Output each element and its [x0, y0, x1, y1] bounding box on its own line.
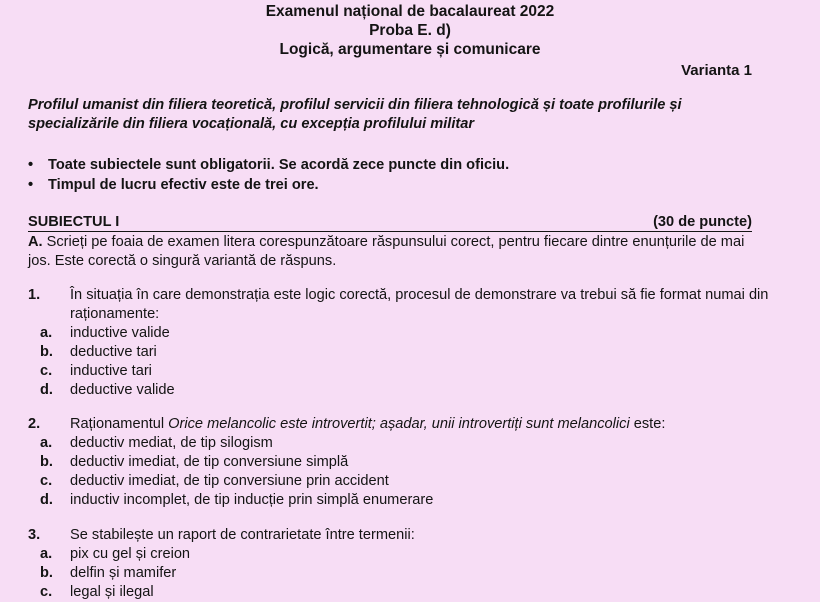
answer-option — [28, 324, 788, 343]
option-letter: c. — [40, 363, 53, 379]
answer-option — [28, 472, 788, 491]
option-letter: b. — [40, 344, 53, 360]
subject-intro — [28, 233, 768, 271]
question-example-italic: Orice melancolic este introvertit; așadar, unii introvertiți sunt melancolici — [168, 416, 630, 432]
exam-header — [0, 2, 820, 59]
option-text: delfin și mamifer — [70, 565, 177, 581]
instructions-list — [28, 155, 768, 195]
option-text: inductiv incomplet, de tip inducție prin simplă enumerare — [70, 492, 434, 508]
subject-points: (30 de puncte) — [653, 214, 752, 230]
question-number: 3. — [28, 527, 41, 543]
option-letter: d. — [40, 492, 53, 508]
subject-heading — [28, 214, 752, 232]
question-number: 2. — [28, 416, 41, 432]
answer-option — [28, 564, 788, 583]
variant-label: Varianta 1 — [681, 62, 752, 79]
intro-label: A. — [28, 234, 43, 250]
exam-subject-code: Proba E. d) — [369, 22, 451, 39]
profile-text: Profilul umanist din filiera teoretică, profilul servicii din filiera tehnologică și toate profilurile și specializările din filiera vocațională, cu excepția profilului militar — [28, 97, 682, 132]
subject-title: SUBIECTUL I — [28, 214, 120, 230]
answer-option — [28, 362, 788, 381]
question-stem — [28, 415, 788, 434]
intro-text: Scrieți pe foaia de examen litera corespunzătoare răspunsului corect, pentru fiecare dintre enunțurile de mai jos. Este corectă o singură variantă de răspuns. — [28, 234, 745, 269]
question-text: Se stabilește un raport de contrarietate între termenii: — [70, 527, 415, 543]
option-letter: c. — [40, 473, 53, 489]
question-text: Raționamentul Orice melancolic este introvertit; așadar, unii introvertiți sunt melancolici este: — [70, 416, 666, 432]
answer-option — [28, 343, 788, 362]
option-text: deductiv imediat, de tip conversiune simplă — [70, 454, 349, 470]
option-text: deductive tari — [70, 344, 157, 360]
answer-option — [28, 434, 788, 453]
bullet-icon: • — [28, 157, 34, 173]
question-text: În situația în care demonstrația este logic corectă, procesul de demonstrare va trebui să fie format numai din raționamente: — [70, 287, 769, 322]
option-text: deductiv mediat, de tip silogism — [70, 435, 273, 451]
option-text: inductive valide — [70, 325, 170, 341]
question-1 — [28, 286, 788, 400]
option-text: inductive tari — [70, 363, 152, 379]
question-number: 1. — [28, 287, 41, 303]
option-text: pix cu gel și creion — [70, 546, 191, 562]
question-stem — [28, 526, 788, 545]
option-text: deductive valide — [70, 382, 175, 398]
option-letter: a. — [40, 546, 53, 562]
option-letter: b. — [40, 565, 53, 581]
option-letter: c. — [40, 584, 53, 600]
option-letter: b. — [40, 454, 53, 470]
option-letter: a. — [40, 435, 53, 451]
answer-option — [28, 583, 788, 602]
answer-option — [28, 545, 788, 564]
question-3 — [28, 526, 788, 602]
answer-option — [28, 453, 788, 472]
instruction-text: Timpul de lucru efectiv este de trei ore. — [48, 177, 319, 193]
answer-option — [28, 381, 788, 400]
option-letter: d. — [40, 382, 53, 398]
instruction-item — [28, 175, 768, 195]
instruction-text: Toate subiectele sunt obligatorii. Se acordă zece puncte din oficiu. — [48, 157, 510, 173]
option-text: deductiv imediat, de tip conversiune prin accident — [70, 473, 389, 489]
exam-title: Examenul național de bacalaureat 2022 — [265, 3, 555, 20]
question-2 — [28, 415, 788, 510]
exam-discipline: Logică, argumentare și comunicare — [279, 41, 541, 58]
question-stem — [28, 286, 788, 324]
option-text: legal și ilegal — [70, 584, 154, 600]
option-letter: a. — [40, 325, 53, 341]
instruction-item — [28, 155, 768, 175]
answer-option — [28, 491, 788, 510]
bullet-icon: • — [28, 177, 34, 193]
